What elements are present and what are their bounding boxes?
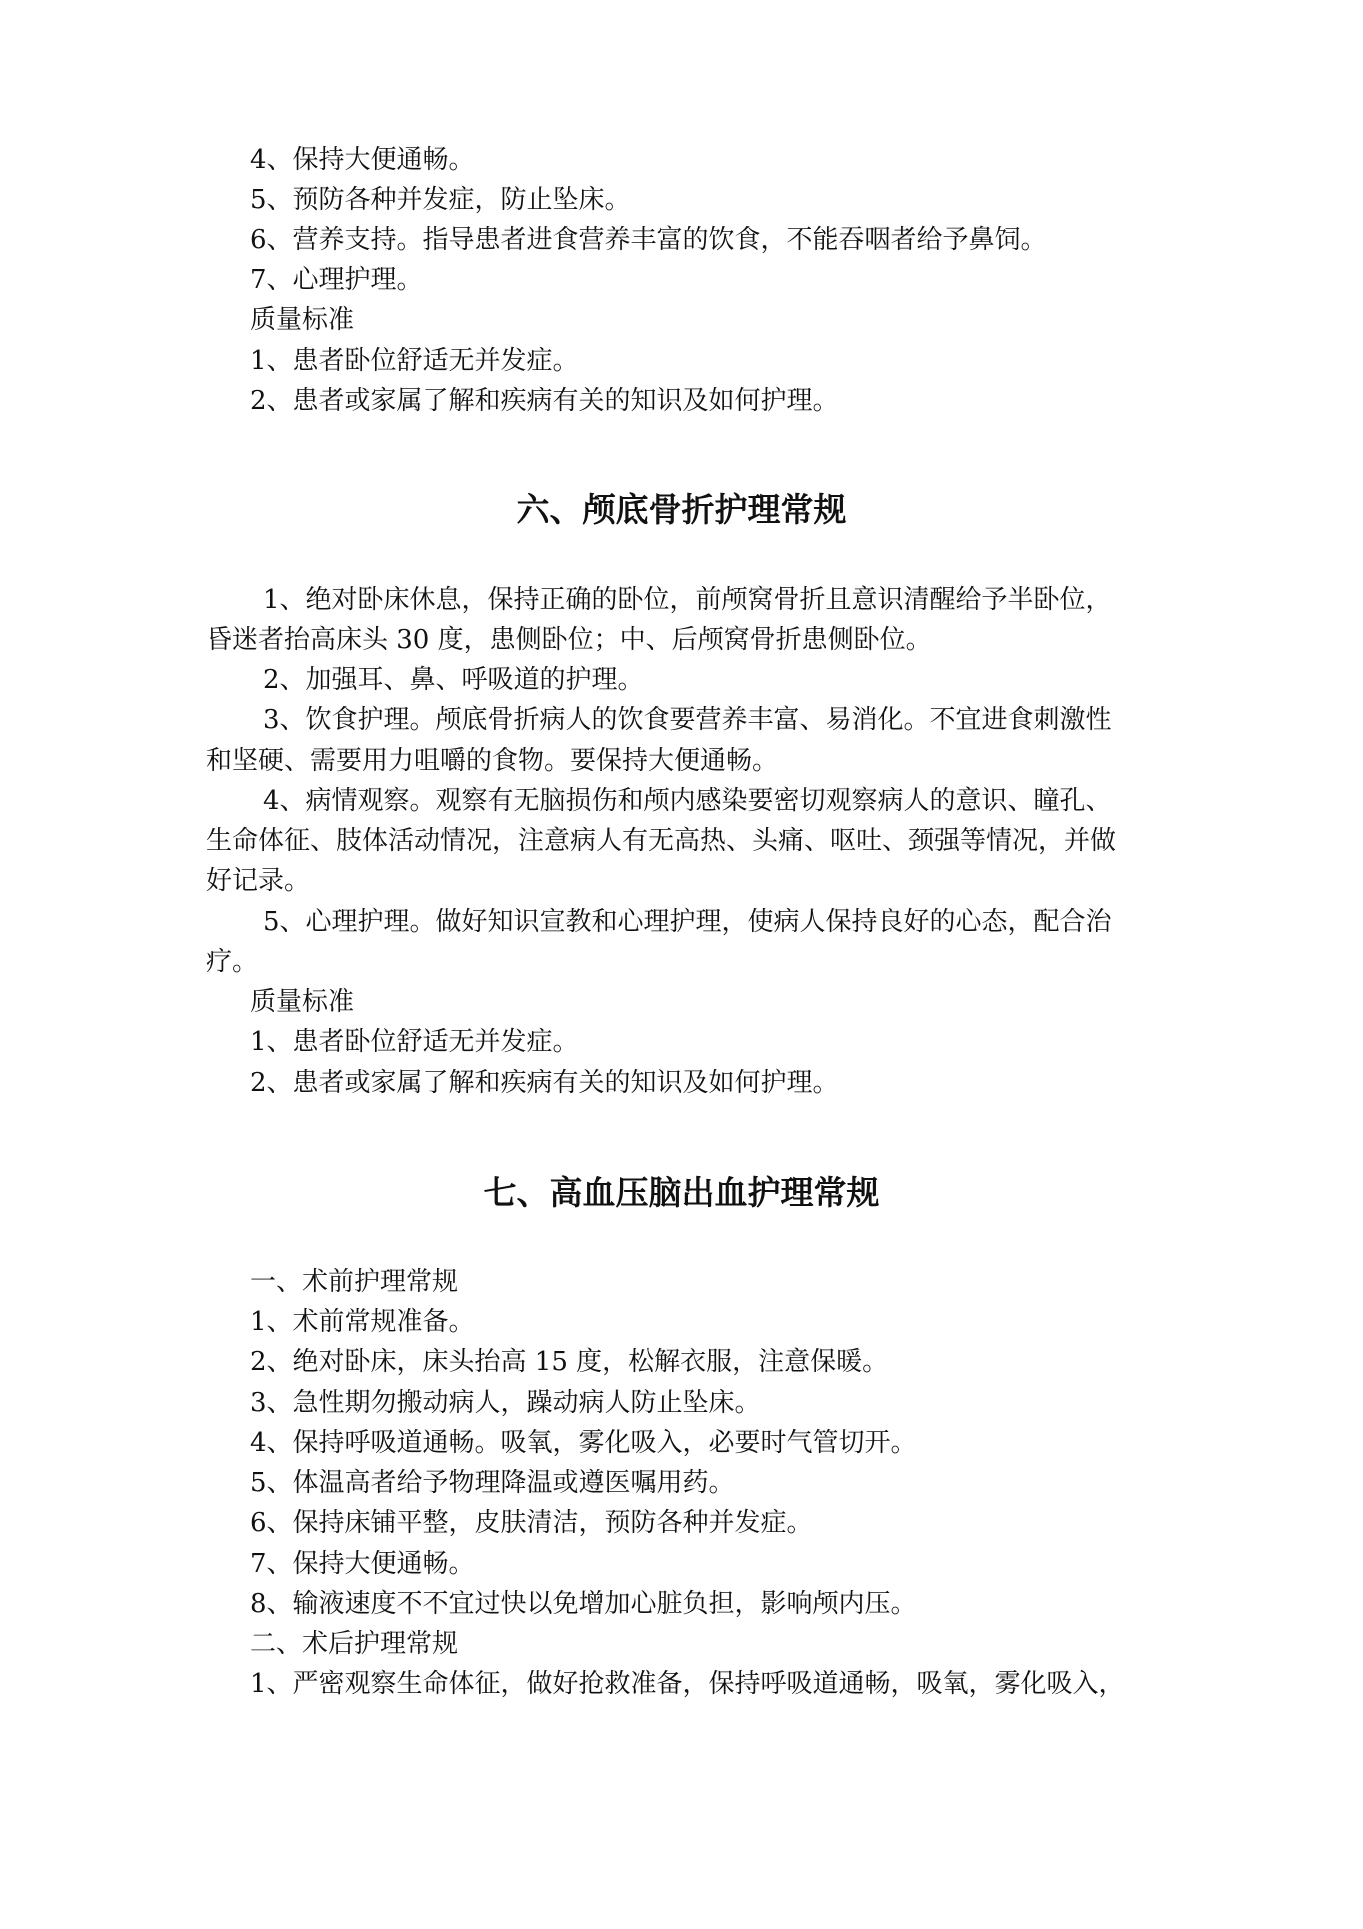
section-heading: 六、颅底骨折护理常规 (516, 490, 847, 529)
list-item: 7、心理护理。 (250, 265, 423, 295)
list-item: 8、输液速度不不宜过快以免增加心脏负担，影响颅内压。 (250, 1589, 917, 1619)
paragraph-line: 昏迷者抬高床头 30 度，患侧卧位；中、后颅窝骨折患侧卧位。 (206, 625, 932, 655)
paragraph-line: 2、加强耳、鼻、呼吸道的护理。 (263, 665, 644, 695)
list-item: 2、患者或家属了解和疾病有关的知识及如何护理。 (250, 386, 839, 416)
quality-standard-label: 质量标准 (250, 987, 355, 1017)
paragraph-line: 生命体征、肢体活动情况，注意病人有无高热、头痛、呕吐、颈强等情况，并做 (206, 826, 1117, 856)
paragraph-line: 疗。 (206, 947, 259, 977)
list-item: 4、保持呼吸道通畅。吸氧，雾化吸入，必要时气管切开。 (250, 1428, 917, 1458)
list-item: 4、保持大便通畅。 (250, 145, 475, 175)
paragraph-line: 好记录。 (206, 866, 311, 896)
list-item: 1、严密观察生命体征，做好抢救准备，保持呼吸道通畅，吸氧，雾化吸入， (250, 1669, 1125, 1699)
paragraph-line: 1、绝对卧床休息，保持正确的卧位，前颅窝骨折且意识清醒给予半卧位， (263, 585, 1112, 615)
list-item: 1、患者卧位舒适无并发症。 (250, 346, 579, 376)
list-item: 5、预防各种并发症，防止坠床。 (250, 185, 631, 215)
quality-standard-label: 质量标准 (250, 305, 355, 335)
list-item: 7、保持大便通畅。 (250, 1549, 475, 1579)
list-item: 6、营养支持。指导患者进食营养丰富的饮食，不能吞咽者给予鼻饲。 (250, 225, 1047, 255)
paragraph-line: 5、心理护理。做好知识宣教和心理护理，使病人保持良好的心态，配合治 (263, 907, 1112, 937)
list-item: 5、体温高者给予物理降温或遵医嘱用药。 (250, 1468, 735, 1498)
section-heading: 七、高血压脑出血护理常规 (483, 1173, 880, 1212)
list-item: 2、绝对卧床，床头抬高 15 度，松解衣服，注意保暖。 (250, 1347, 889, 1377)
subsection-label: 二、术后护理常规 (250, 1629, 459, 1659)
list-item: 2、患者或家属了解和疾病有关的知识及如何护理。 (250, 1068, 839, 1098)
paragraph-line: 4、病情观察。观察有无脑损伤和颅内感染要密切观察病人的意识、瞳孔、 (263, 786, 1112, 816)
list-item: 6、保持床铺平整，皮肤清洁，预防各种并发症。 (250, 1508, 813, 1538)
list-item: 1、患者卧位舒适无并发症。 (250, 1027, 579, 1057)
paragraph-line: 3、饮食护理。颅底骨折病人的饮食要营养丰富、易消化。不宜进食刺激性 (263, 705, 1112, 735)
list-item: 3、急性期勿搬动病人，躁动病人防止坠床。 (250, 1388, 761, 1418)
subsection-label: 一、术前护理常规 (250, 1267, 459, 1297)
paragraph-line: 和坚硬、需要用力咀嚼的食物。要保持大便通畅。 (206, 746, 779, 776)
list-item: 1、术前常规准备。 (250, 1307, 475, 1337)
